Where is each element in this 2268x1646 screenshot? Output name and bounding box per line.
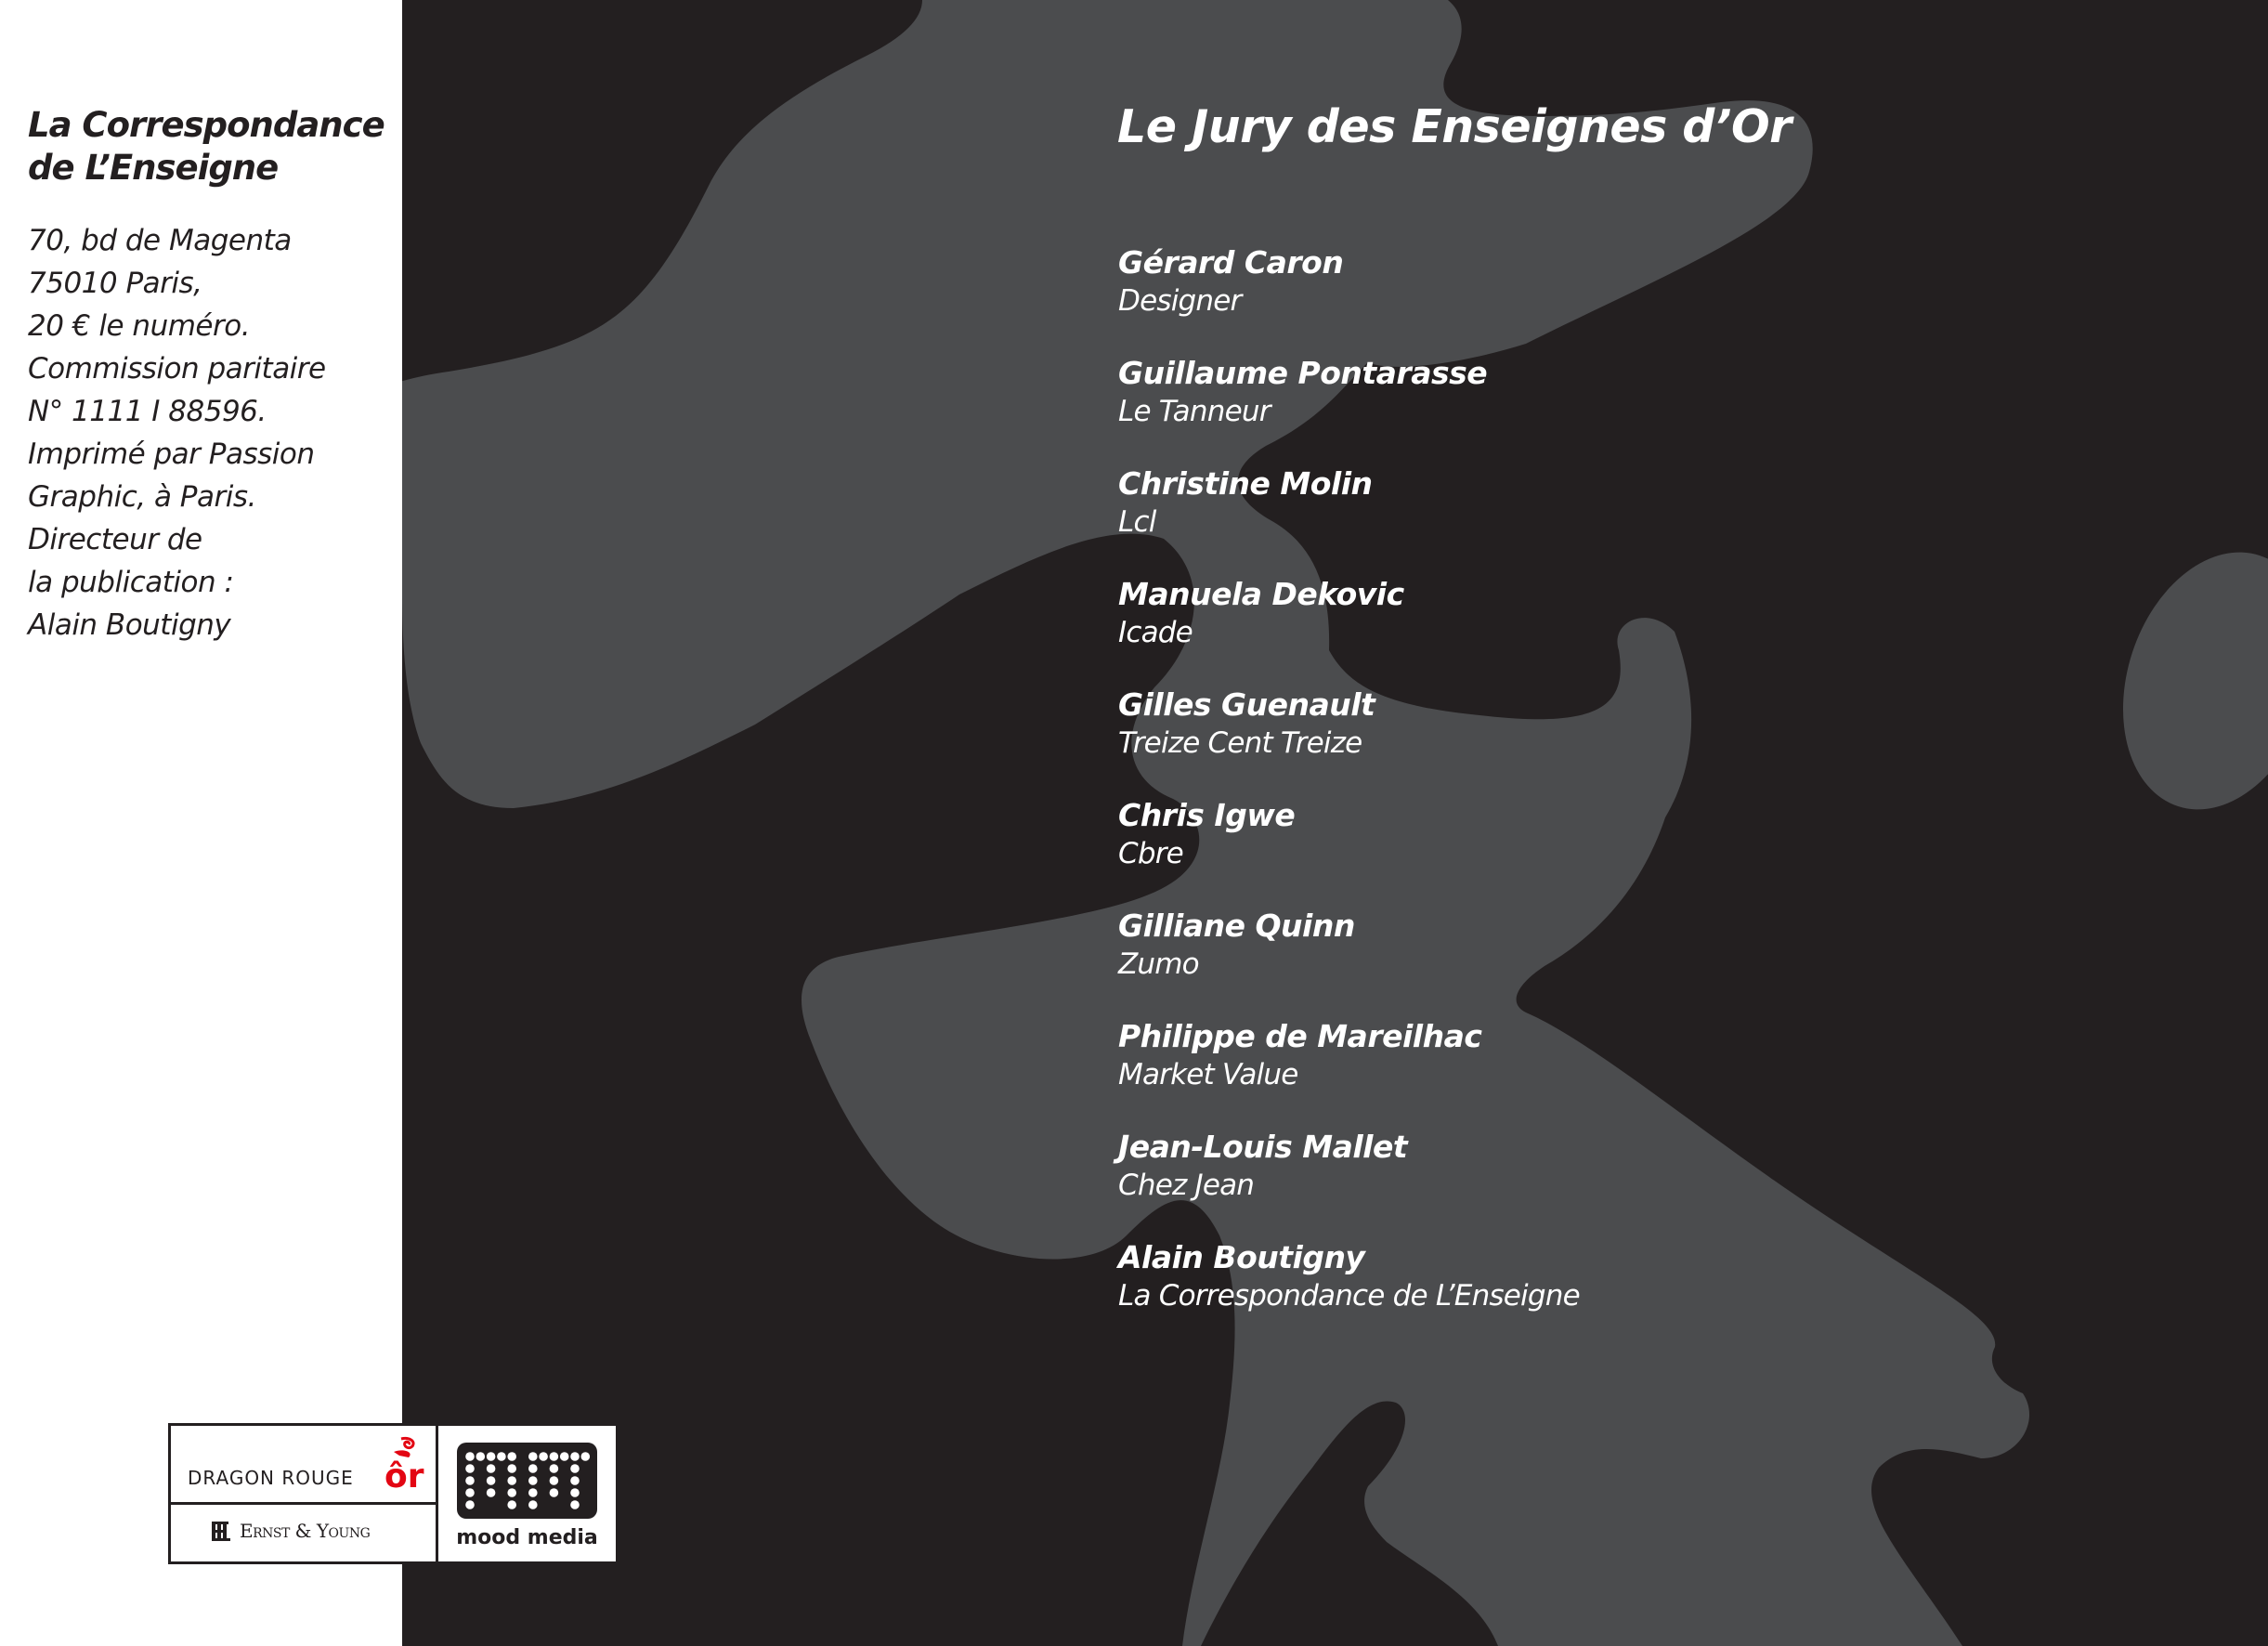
jury-member-company: Le Tanneur (1118, 395, 1271, 428)
masthead-title-line1: La Correspondance (28, 105, 385, 145)
imprint-line: Graphic, à Paris. (28, 480, 256, 514)
dragon-icon (381, 1435, 425, 1493)
jury-member (1118, 464, 1954, 575)
mood-media-label: mood media (456, 1526, 598, 1549)
mood-media-dot (539, 1452, 548, 1461)
jury-member-name: Manuela Dekovic (1118, 576, 1404, 612)
dragon-rouge-logo (171, 1426, 436, 1505)
mood-media-dot (487, 1476, 496, 1485)
jury-member (1118, 243, 1954, 354)
jury-heading: Le Jury des Enseignes d’Or (1117, 100, 1792, 153)
mood-media-dot (497, 1452, 506, 1461)
imprint-line: N° 1111 I 88596. (28, 395, 267, 428)
mood-media-dot (465, 1452, 475, 1461)
jury-member (1118, 907, 1954, 1017)
mood-media-dot (507, 1476, 516, 1485)
mood-media-dot (487, 1464, 496, 1473)
masthead-panel (0, 0, 402, 1646)
masthead-title (28, 104, 399, 189)
mood-media-dot (465, 1488, 475, 1497)
jury-member (1118, 575, 1954, 686)
imprint-line: 75010 Paris, (28, 267, 202, 300)
jury-member-company: Treize Cent Treize (1118, 726, 1362, 760)
mood-media-dot (528, 1500, 538, 1509)
mood-media-logo (438, 1426, 616, 1561)
jury-member (1118, 1128, 1954, 1238)
mood-media-icon (457, 1443, 597, 1519)
jury-member-name: Jean-Louis Mallet (1118, 1129, 1408, 1165)
jury-member-name: Gilliane Quinn (1118, 908, 1355, 944)
sponsor-logos-box (168, 1423, 619, 1564)
jury-member (1118, 354, 1954, 464)
jury-member-company: Lcl (1118, 505, 1156, 539)
mood-media-dot (465, 1476, 475, 1485)
jury-member (1118, 686, 1954, 796)
mood-media-dot (570, 1488, 580, 1497)
jury-member-company: Cbre (1118, 837, 1183, 870)
mood-media-dot (581, 1452, 591, 1461)
jury-member-name: Philippe de Mareilhac (1118, 1018, 1482, 1054)
ernst-young-logo (171, 1505, 436, 1561)
mood-media-dot (507, 1452, 516, 1461)
mood-media-dot (570, 1476, 580, 1485)
mood-media-dot (487, 1452, 496, 1461)
mood-media-dot (570, 1500, 580, 1509)
jury-member-company: Zumo (1118, 947, 1199, 981)
jury-list (1118, 243, 1954, 1349)
jury-member (1118, 796, 1954, 907)
mood-media-dot (550, 1464, 559, 1473)
mood-media-dot (528, 1452, 538, 1461)
masthead-title-line2: de L’Enseigne (28, 148, 279, 188)
imprint-line: Imprimé par Passion (28, 438, 315, 471)
mood-media-dot (570, 1452, 580, 1461)
mood-media-dot (465, 1500, 475, 1509)
jury-member-name: Gérard Caron (1118, 244, 1344, 281)
imprint-line: Commission paritaire (28, 352, 326, 385)
svg-text:ôr: ôr (385, 1457, 424, 1493)
mood-media-dot (550, 1476, 559, 1485)
jury-member-company: Designer (1118, 284, 1242, 318)
sponsor-column-left (171, 1426, 438, 1561)
jury-member-name: Christine Molin (1118, 465, 1373, 502)
jury-member-name: Guillaume Pontarasse (1118, 355, 1488, 391)
jury-member-company: La Correspondance de L’Enseigne (1118, 1279, 1580, 1313)
mood-media-dot (528, 1488, 538, 1497)
jury-member-company: Market Value (1118, 1058, 1298, 1091)
jury-member-name: Gilles Guenault (1118, 686, 1375, 723)
mood-media-dot (465, 1464, 475, 1473)
jury-member-company: Icade (1118, 616, 1193, 649)
dragon-rouge-label: DRAGON ROUGE (188, 1467, 354, 1489)
imprint-text (28, 219, 399, 647)
ernst-young-label: Ernst & Young (240, 1520, 371, 1542)
ernst-young-icon (212, 1522, 236, 1542)
jury-member-name: Chris Igwe (1118, 797, 1296, 833)
mood-media-dot (507, 1464, 516, 1473)
jury-member-name: Alain Boutigny (1118, 1239, 1365, 1275)
mood-media-dot (550, 1452, 559, 1461)
mood-media-dot (476, 1452, 486, 1461)
mood-media-dot (528, 1476, 538, 1485)
imprint-line: 20 € le numéro. (28, 309, 251, 343)
mood-media-dot (528, 1464, 538, 1473)
imprint-line: Alain Boutigny (28, 608, 231, 642)
jury-panel (402, 0, 2268, 1646)
imprint-line: 70, bd de Magenta (28, 224, 292, 257)
imprint-line: Directeur de (28, 523, 202, 556)
mood-media-dot (487, 1488, 496, 1497)
mood-media-dot (570, 1464, 580, 1473)
mood-media-dot (507, 1488, 516, 1497)
imprint-line: la publication : (28, 566, 234, 599)
jury-member (1118, 1238, 1954, 1349)
mood-media-dot (560, 1452, 569, 1461)
jury-member (1118, 1017, 1954, 1128)
mood-media-dot (550, 1488, 559, 1497)
jury-member-company: Chez Jean (1118, 1169, 1255, 1202)
mood-media-dot (507, 1500, 516, 1509)
